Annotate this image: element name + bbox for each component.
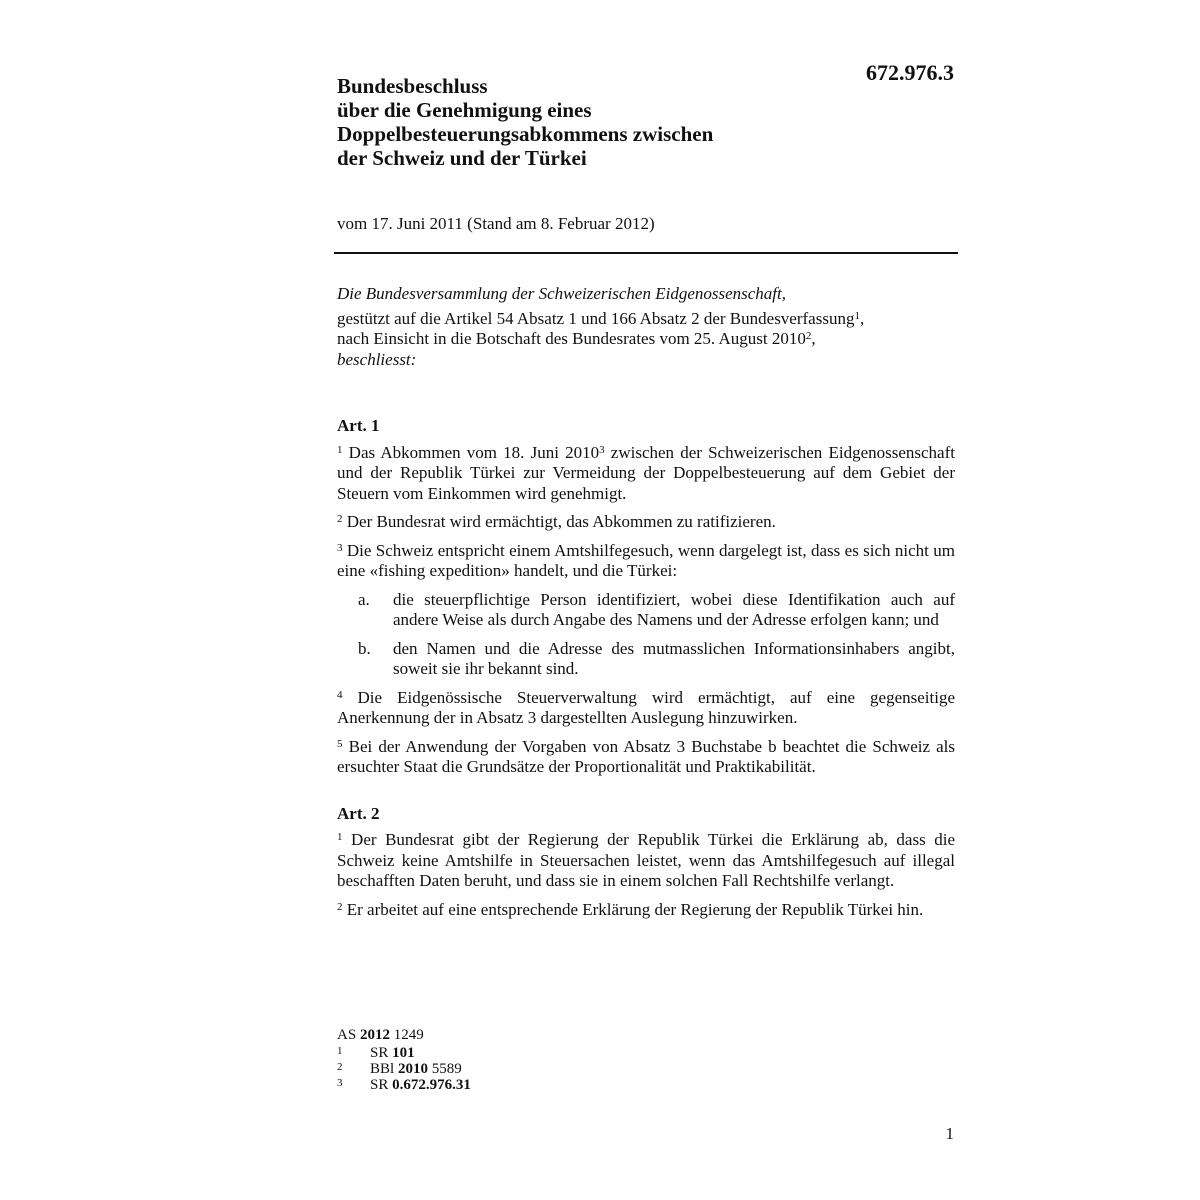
paragraph-text: Der Bundesrat gibt der Regierung der Republik Türkei die Erklärung ab, dass die Schweiz keine Amtshilfe in Steuersachen leistet, wenn das Amtshilfegesuch auf illegal beschafften Daten beruht, und dass sie in einem solchen Fall Rechtshilfe verlangt. xyxy=(337,830,956,890)
article-1-paragraph-1 xyxy=(337,443,955,505)
footnote-ref: 2 xyxy=(805,330,812,342)
footnote-prefix: BBl xyxy=(370,1061,395,1077)
paragraph-number: 2 xyxy=(337,513,343,525)
footnotes xyxy=(337,1027,737,1093)
article-2-heading: Art. 2 xyxy=(337,803,380,823)
list-text: den Namen und die Adresse des mutmasslichen Informationsinhabers angibt, soweit sie ihr bekannt sind. xyxy=(393,638,955,678)
preamble-message-text: nach Einsicht in die Botschaft des Bundesrates vom 25. August 2010 xyxy=(337,329,806,348)
footnote-suffix: 5589 xyxy=(431,1061,462,1077)
preamble-assembly: Die Bundesversammlung der Schweizerischen Eidgenossenschaft, xyxy=(337,284,786,303)
footnote xyxy=(337,1077,737,1093)
footnote-number: 3 xyxy=(337,1077,343,1089)
preamble-basis xyxy=(337,309,955,330)
date-line: vom 17. Juni 2011 (Stand am 8. Februar 2012) xyxy=(337,214,655,233)
footnote-ref-number: 101 xyxy=(392,1045,415,1061)
title-line: Doppelbesteuerungsabkommens zwischen xyxy=(337,122,714,146)
footnote-prefix: SR xyxy=(370,1077,389,1093)
footnote xyxy=(337,1061,737,1077)
paragraph-text: Die Eidgenössische Steuerverwaltung wird ermächtigt, auf eine gegenseitige Anerkennung der in Absatz 3 dargestellten Auslegung hinzuwirken. xyxy=(337,687,956,727)
page-number: 1 xyxy=(945,1124,954,1143)
article-2-paragraph-1 xyxy=(337,830,955,892)
footnote-ref: 3 xyxy=(599,443,605,456)
footnote-ref-number: 2010 xyxy=(397,1061,428,1077)
document-title xyxy=(337,74,807,170)
list-item xyxy=(337,590,955,631)
paragraph-text: Er arbeitet auf eine entsprechende Erklärung der Regierung der Republik Türkei hin. xyxy=(346,899,924,919)
article-1-paragraph-4 xyxy=(337,688,955,729)
paragraph-text: Die Schweiz entspricht einem Amtshilfegesuch, wenn dargelegt ist, dass es sich nicht um eine «fishing expedition» handelt, und die Türkei: xyxy=(337,540,955,580)
list-letter: a. xyxy=(358,589,370,609)
list-item xyxy=(337,639,955,680)
article-1-paragraph-5 xyxy=(337,737,955,778)
article-1-paragraph-3 xyxy=(337,541,955,582)
footnote-text xyxy=(370,1061,462,1077)
paragraph-number: 2 xyxy=(337,900,343,913)
list-text: die steuerpflichtige Person identifiziert, wobei diese Identifikation auch auf andere Weise als durch Angabe des Namens und der Adresse erfolgen kann; und xyxy=(393,589,955,629)
as-page: 1249 xyxy=(393,1027,424,1043)
preamble xyxy=(337,284,955,370)
footnote-number: 2 xyxy=(337,1061,343,1073)
title-line: über die Genehmigung eines xyxy=(337,98,592,122)
footnote-ref: 1 xyxy=(854,309,860,322)
title-line: Bundesbeschluss xyxy=(337,74,488,98)
paragraph-number: 1 xyxy=(337,831,343,843)
title-line: der Schweiz und der Türkei xyxy=(337,146,587,170)
header-divider xyxy=(334,252,958,254)
preamble-message xyxy=(337,329,955,350)
paragraph-number: 5 xyxy=(337,737,343,750)
punct: , xyxy=(859,308,865,328)
paragraph-number: 4 xyxy=(337,688,343,701)
paragraph-number: 3 xyxy=(337,541,343,554)
document-body xyxy=(337,284,955,928)
paragraph-text: Der Bundesrat wird ermächtigt, das Abkommen zu ratifizieren. xyxy=(346,512,776,531)
punct: , xyxy=(811,329,816,348)
paragraph-number: 1 xyxy=(337,443,343,456)
list-letter: b. xyxy=(358,638,371,658)
footnote-ref-number: 0.672.976.31 xyxy=(392,1077,471,1093)
paragraph-text: Das Abkommen vom 18. Juni 2010 xyxy=(348,442,600,462)
article-2-paragraph-2 xyxy=(337,900,955,921)
footnote-text xyxy=(370,1077,471,1093)
paragraph-text: zwischen der Schweizerischen Eidgenossenschaft und der Republik Türkei zur Vermeidung der Doppelbesteuerung auf dem Gebiet der Steuern vom Einkommen wird genehmigt. xyxy=(337,442,955,503)
preamble-basis-text: gestützt auf die Artikel 54 Absatz 1 und 166 Absatz 2 der Bundesverfassung xyxy=(337,308,855,328)
preamble-decides: beschliesst: xyxy=(337,349,417,369)
footnote xyxy=(337,1045,737,1061)
as-prefix: AS xyxy=(337,1027,357,1043)
footnote-number: 1 xyxy=(337,1045,343,1057)
article-1-heading: Art. 1 xyxy=(337,416,380,435)
footnote-text xyxy=(370,1045,415,1061)
footnote-prefix: SR xyxy=(370,1045,389,1061)
as-year: 2012 xyxy=(359,1027,390,1043)
official-collection-ref xyxy=(337,1027,737,1043)
article-1-paragraph-2 xyxy=(337,512,955,533)
sr-number: 672.976.3 xyxy=(866,60,954,85)
paragraph-text: Bei der Anwendung der Vorgaben von Absatz 3 Buchstabe b beachtet die Schweiz als ersuchter Staat die Grundsätze der Proportionalität und Praktikabilität. xyxy=(337,736,956,776)
